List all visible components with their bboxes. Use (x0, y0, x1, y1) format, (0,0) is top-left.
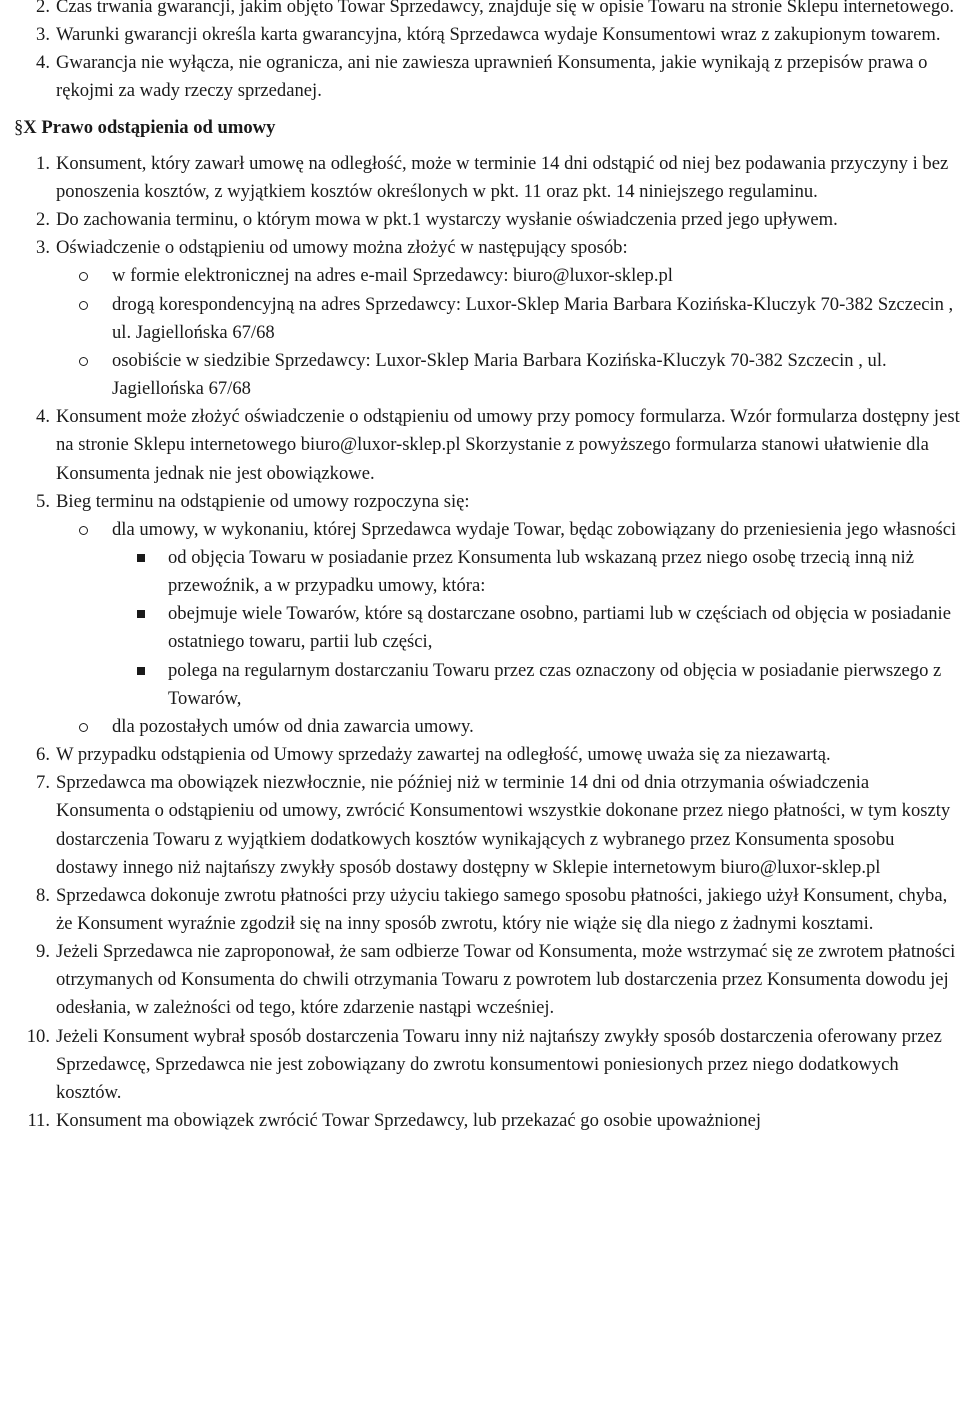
item-text: Warunki gwarancji określa karta gwarancyjna, którą Sprzedawca wydaje Konsumentowi wraz z zakupionym towarem. (56, 24, 941, 46)
list-item (0, 206, 960, 234)
item-text: Gwarancja nie wyłącza, nie ogranicza, ani nie zawiesza uprawnień Konsumenta, jakie wynikają z przepisów prawa o rękojmi za wady rzeczy sprzedanej. (56, 52, 928, 102)
item-number: 4. (36, 52, 50, 74)
sublist-item: drogą korespondencyjną na adres Sprzedawcy: Luxor-Sklep Maria Barbara Kozińska-Kluczyk 70-382 Szczecin , ul. Jagiellońska 67/68 (56, 291, 960, 347)
item-text: Sprzedawca dokonuje zwrotu płatności przy użyciu takiego samego sposobu płatności, jakiego użył Konsument, chyba, że Konsument wyraźnie zgodził się na inny sposób zwrotu, który nie wiąże się dla niego z żadnymi kosztami. (56, 884, 948, 934)
withdrawal-list (0, 150, 960, 1135)
item-number: 11. (27, 1110, 50, 1132)
list-item (0, 938, 960, 1022)
item-number: 8. (36, 884, 50, 906)
item-text: Czas trwania gwarancji, jakim objęto Towar Sprzedawcy, znajduje się w opisie Towaru na stronie Sklepu internetowego. (56, 0, 955, 17)
item-number: 6. (36, 744, 50, 766)
nested-sublist-item: polega na regularnym dostarczaniu Towaru przez czas oznaczony od objęcia w posiadanie pierwszego z Towarów, (112, 657, 960, 713)
list-item (0, 1107, 960, 1135)
item-text: Oświadczenie o odstąpieniu od umowy można złożyć w następujący sposób: (56, 237, 628, 259)
item-text: Jeżeli Konsument wybrał sposób dostarczenia Towaru inny niż najtańszy zwykły sposób dostarczenia oferowany przez Sprzedawcę, Sprzedawca nie jest zobowiązany do zwrotu konsumentowi poniesionych przez niego dodatkowych kosztów. (56, 1025, 942, 1103)
list-item (0, 403, 960, 487)
list-item (0, 1023, 960, 1107)
list-item (0, 234, 960, 403)
item-number: 2. (36, 209, 50, 231)
sublist-item: osobiście w siedzibie Sprzedawcy: Luxor-Sklep Maria Barbara Kozińska-Kluczyk 70-382 Szczecin , ul. Jagiellońska 67/68 (56, 347, 960, 403)
item-number: 7. (36, 772, 50, 794)
list-item (0, 49, 960, 105)
list-item (0, 741, 960, 769)
list-item (0, 769, 960, 882)
item-text: Sprzedawca ma obowiązek niezwłocznie, nie później niż w terminie 14 dni od dnia otrzymania oświadczenia Konsumenta o odstąpieniu od umowy, zwrócić Konsumentowi wszystkie dokonane przez niego płatności, w tym koszty dostarczenia Towaru z wyjątkiem dodatkowych kosztów wynikających z wybranego przez Konsumenta sposobu dostawy innego niż najtańszy zwykły sposób dostawy dostępny w Sklepie internetowym biuro@luxor-sklep.pl (56, 772, 951, 878)
list-item (0, 882, 960, 938)
item-text: Bieg terminu na odstąpienie od umowy rozpoczyna się: (56, 490, 470, 512)
section-heading (0, 114, 960, 142)
item-text: Konsument może złożyć oświadczenie o odstąpieniu od umowy przy pomocy formularza. Wzór formularza dostępny jest na stronie Sklepu internetowego biuro@luxor-sklep.pl Skorzystanie z powyższego formularza stanowi ułatwienie dla Konsumenta jednak nie jest obowiązkowe. (56, 406, 960, 484)
nested-sublist-item: od objęcia Towaru w posiadanie przez Konsumenta lub wskazaną przez niego osobę trzecią inną niż przewoźnik, a w przypadku umowy, która: (112, 544, 960, 600)
item-text: W przypadku odstąpienia od Umowy sprzedaży zawartej na odległość, umowę uważa się za niezawartą. (56, 744, 831, 766)
nested-sublist-item: obejmuje wiele Towarów, które są dostarczane osobno, partiami lub w częściach od objęcia w posiadanie ostatniego towaru, partii lub części, (112, 600, 960, 656)
sublist-item (56, 516, 960, 713)
item-number: 9. (36, 941, 50, 963)
item-number: 1. (36, 152, 50, 174)
sublist (56, 262, 960, 403)
item-text: Konsument ma obowiązek zwrócić Towar Sprzedawcy, lub przekazać go osobie upoważnionej (56, 1110, 762, 1132)
warranty-list (0, 0, 960, 106)
section-symbol: § (14, 116, 24, 138)
section-title: X Prawo odstąpienia od umowy (23, 116, 276, 138)
item-number: 2. (36, 0, 50, 17)
item-number: 3. (36, 237, 50, 259)
list-item (0, 21, 960, 49)
list-item (0, 150, 960, 206)
sublist-item: dla pozostałych umów od dnia zawarcia umowy. (56, 713, 960, 741)
item-number: 5. (36, 490, 50, 512)
list-item (0, 488, 960, 741)
item-number: 4. (36, 406, 50, 428)
item-number: 10. (26, 1025, 50, 1047)
sublist-item: w formie elektronicznej na adres e-mail Sprzedawcy: biuro@luxor-sklep.pl (56, 262, 960, 290)
item-text: Jeżeli Sprzedawca nie zaproponował, że sam odbierze Towar od Konsumenta, może wstrzymać się ze zwrotem płatności otrzymanych od Konsumenta do chwili otrzymania Towaru z powrotem lub dostarczenia przez Konsumenta dowodu jej odesłania, w zależności od tego, które zdarzenie nastąpi wcześniej. (56, 941, 956, 1019)
item-text: Do zachowania terminu, o którym mowa w pkt.1 wystarczy wysłanie oświadczenia przed jego upływem. (56, 209, 838, 231)
sublist-item-text: dla umowy, w wykonaniu, której Sprzedawca wydaje Towar, będąc zobowiązany do przeniesienia jego własności (112, 518, 957, 540)
sublist (56, 516, 960, 741)
nested-sublist (112, 544, 960, 713)
item-number: 3. (36, 24, 50, 46)
list-item (0, 0, 960, 21)
item-text: Konsument, który zawarł umowę na odległość, może w terminie 14 dni odstąpić od niej bez podawania przyczyny i bez ponoszenia kosztów, z wyjątkiem kosztów określonych w pkt. 11 oraz pkt. 14 niniejszego regulaminu. (56, 152, 949, 202)
